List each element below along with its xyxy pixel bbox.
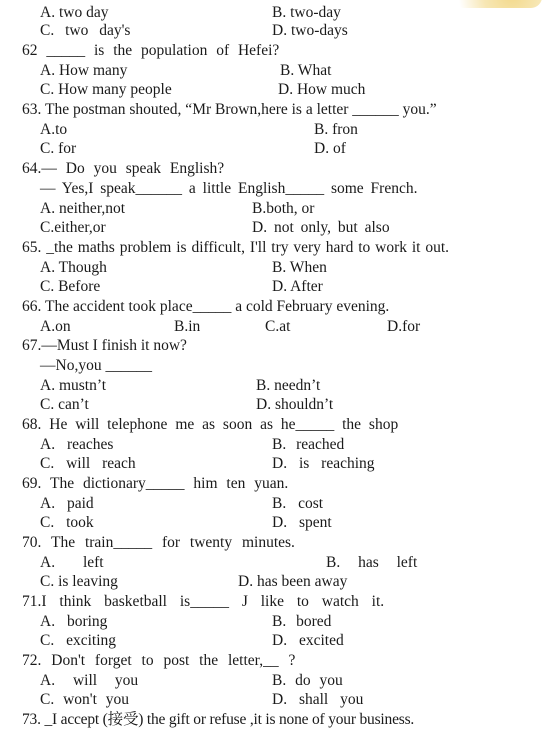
q63-option-d: D. of: [314, 140, 346, 157]
q71-option-a: A. boring: [40, 613, 108, 630]
q65-option-d: D. After: [272, 278, 323, 295]
q62-option-c: C. How many people: [40, 81, 172, 98]
q68-option-d: D. is reaching: [272, 455, 375, 472]
q66-option-a: A.on: [40, 318, 71, 335]
q61-option-c: C. two day's: [40, 22, 131, 39]
q69-option-b: B. cost: [272, 495, 324, 512]
q63-option-b: B. fron: [314, 121, 358, 138]
q71-stem: 71.I think basketball is_____ J like to watch it.: [22, 593, 385, 610]
q64-option-d: D. not only, but also: [252, 219, 390, 236]
q66-stem: 66. The accident took place_____ a cold February evening.: [22, 298, 390, 315]
q70-option-c: C. is leaving: [40, 573, 118, 590]
q70-option-b: B. has left: [326, 554, 418, 571]
q67-option-a: A. mustn’t: [40, 377, 107, 394]
q72-option-c: C. won't you: [40, 691, 130, 708]
q66-option-d: D.for: [387, 318, 421, 335]
q66-option-b: B.in: [174, 318, 201, 335]
q61-option-b: B. two-day: [272, 4, 341, 21]
q69-option-d: D. spent: [272, 514, 332, 531]
q67-option-b: B. needn’t: [256, 377, 321, 394]
q71-option-c: C. exciting: [40, 632, 117, 649]
q65-option-b: B. When: [272, 259, 327, 276]
q69-option-a: A. paid: [40, 495, 94, 512]
q61-option-d: D. two-days: [272, 22, 348, 39]
q65-stem: 65. _the maths problem is difficult, I'll try very hard to work it out.: [22, 239, 450, 256]
q62-option-b: B. What: [280, 62, 332, 79]
q72-option-d: D. shall you: [272, 691, 364, 708]
q64-option-b: B.both, or: [252, 200, 315, 217]
q69-stem: 69. The dictionary_____ him ten yuan.: [22, 475, 289, 492]
q67-option-c: C. can’t: [40, 396, 89, 413]
q73-stem: 73. _I accept (接受) the gift or refuse ,it is none of your business.: [22, 711, 415, 728]
q67-reply: —No,you ______: [40, 357, 152, 374]
q64-option-a: A. neither,not: [40, 200, 126, 217]
q68-stem: 68. He will telephone me as soon as he_____ the shop: [22, 416, 399, 433]
q64-stem: 64.— Do you speak English?: [22, 160, 225, 177]
q65-option-c: C. Before: [40, 278, 101, 295]
q63-option-c: C. for: [40, 140, 77, 157]
q63-option-a: A.to: [40, 121, 68, 138]
q70-stem: 70. The train_____ for twenty minutes.: [22, 534, 295, 551]
q67-option-d: D. shouldn’t: [256, 396, 334, 413]
q63-stem: 63. The postman shouted, “Mr Brown,here is a letter ______ you.”: [22, 101, 437, 118]
q62-option-d: D. How much: [278, 81, 366, 98]
q70-option-a: A. left: [40, 554, 104, 571]
q72-option-b: B. do you: [272, 672, 343, 689]
q66-option-c: C.at: [265, 318, 291, 335]
q72-option-a: A. will you: [40, 672, 139, 689]
q65-option-a: A. Though: [40, 259, 107, 276]
q69-option-c: C. took: [40, 514, 94, 531]
q68-option-b: B. reached: [272, 436, 345, 453]
q71-option-b: B. bored: [272, 613, 332, 630]
q62-stem: 62 _____ is the population of Hefei?: [22, 42, 280, 59]
q72-stem: 72. Don't forget to post the letter,__ ?: [22, 652, 296, 669]
q67-stem: 67.—Must I finish it now?: [22, 337, 187, 354]
q70-option-d: D. has been away: [238, 573, 348, 590]
q62-option-a: A. How many: [40, 62, 128, 79]
q64-option-c: C.either,or: [40, 219, 106, 236]
q64-reply: — Yes,I speak______ a little English_____ some French.: [40, 180, 418, 197]
q61-option-a: A. two day: [40, 4, 109, 21]
q68-option-a: A. reaches: [40, 436, 114, 453]
q68-option-c: C. will reach: [40, 455, 136, 472]
q71-option-d: D. excited: [272, 632, 344, 649]
paper-stain: [442, 0, 542, 8]
